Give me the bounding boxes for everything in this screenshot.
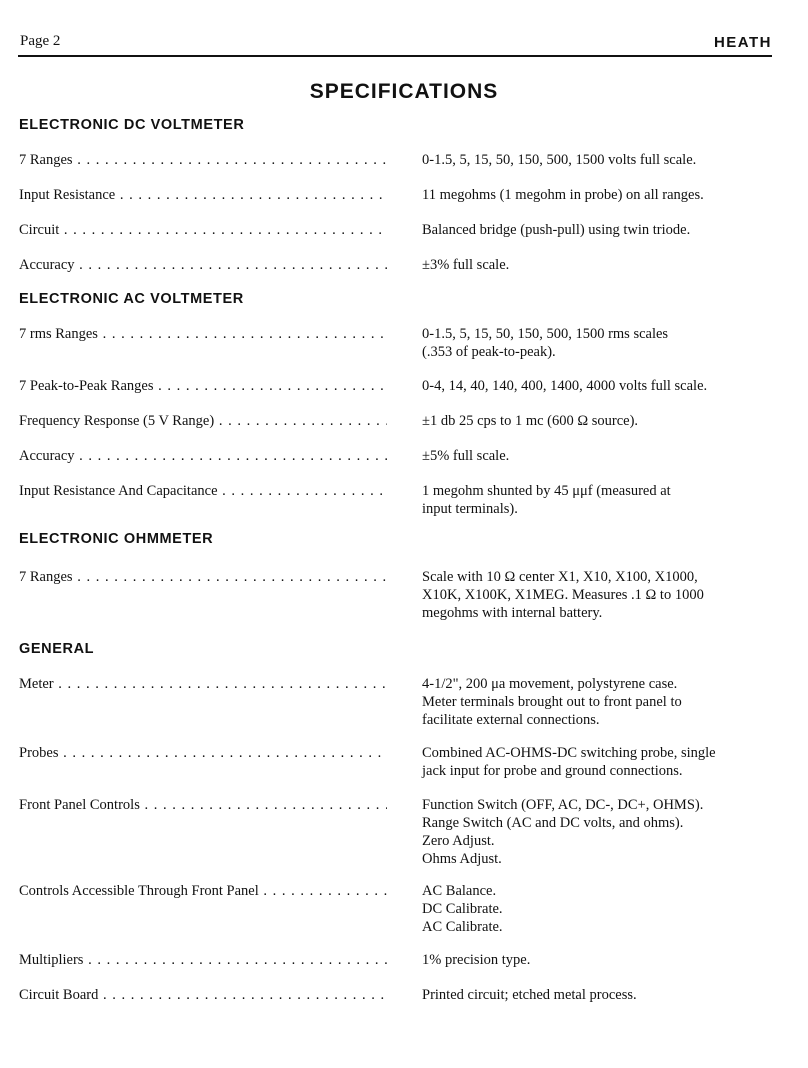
spec-label-ac-input-resistance: Input Resistance And Capacitance . . . (19, 482, 387, 500)
spec-label-probes: Probes . . . (19, 744, 387, 762)
spec-label-ac-accuracy: Accuracy . . . (19, 447, 387, 465)
page-title: SPECIFICATIONS (309, 80, 499, 103)
spec-value-ac-input-resistance (422, 482, 788, 518)
spec-value-controls-accessible (422, 882, 788, 936)
spec-label-dc-circuit: Circuit . . . (19, 221, 387, 239)
spec-value-line: 4-1/2", 200 μa movement, polystyrene case. (422, 676, 678, 692)
spec-value-line: Scale with 10 Ω center X1, X10, X100, X1000, (422, 569, 698, 585)
spec-value-line: Balanced bridge (push-pull) using twin triode. (422, 222, 691, 238)
spec-value-ac-frequency-response (422, 412, 788, 430)
spec-value-line: Meter terminals brought out to front panel to (422, 694, 682, 710)
spec-value-line: 11 megohms (1 megohm in probe) on all ranges. (422, 187, 704, 203)
brand-name: HEATH (713, 34, 772, 51)
spec-value-line: Ohms Adjust. (422, 851, 502, 867)
spec-value-line: jack input for probe and ground connections. (422, 763, 683, 779)
spec-value-line: (.353 of peak-to-peak). (422, 344, 556, 360)
spec-value-line: 0-1.5, 5, 15, 50, 150, 500, 1500 volts full scale. (422, 152, 697, 168)
spec-value-meter (422, 675, 788, 729)
spec-label-dc-accuracy: Accuracy . . . (19, 256, 387, 274)
spec-value-line: Zero Adjust. (422, 833, 495, 849)
spec-value-line: 1 megohm shunted by 45 μμf (measured at (422, 483, 671, 499)
spec-value-line: input terminals). (422, 501, 518, 517)
spec-value-probes (422, 744, 788, 780)
spec-label-dc-input-resistance: Input Resistance . . . (19, 186, 387, 204)
spec-value-line: ±1 db 25 cps to 1 mc (600 Ω source). (422, 413, 639, 429)
spec-value-dc-circuit (422, 221, 788, 239)
spec-value-line: X10K, X100K, X1MEG. Measures .1 Ω to 1000 (422, 587, 704, 603)
spec-label-ohm-ranges: 7 Ranges . . . (19, 568, 387, 586)
spec-label-ac-frequency-response: Frequency Response (5 V Range) . . . (19, 412, 387, 430)
spec-value-dc-ranges (422, 151, 788, 169)
section-heading-general: GENERAL (19, 641, 95, 657)
spec-value-line: Function Switch (OFF, AC, DC-, DC+, OHMS). (422, 797, 704, 813)
spec-value-line: 0-4, 14, 40, 140, 400, 1400, 4000 volts full scale. (422, 378, 708, 394)
spec-value-line: Range Switch (AC and DC volts, and ohms). (422, 815, 684, 831)
spec-value-line: DC Calibrate. (422, 901, 503, 917)
spec-label-front-panel-controls: Front Panel Controls . . . (19, 796, 387, 814)
page-header (18, 30, 772, 56)
spec-value-ac-peak-ranges (422, 377, 788, 395)
spec-label-controls-accessible: Controls Accessible Through Front Panel . . . (19, 882, 387, 900)
spec-label-dc-ranges: 7 Ranges . . . (19, 151, 387, 169)
spec-value-dc-accuracy (422, 256, 788, 274)
page-number: Page 2 (20, 33, 61, 49)
spec-value-line: ±3% full scale. (422, 257, 510, 273)
spec-value-multipliers (422, 951, 788, 969)
spec-value-dc-input-resistance (422, 186, 788, 204)
spec-value-line: Combined AC-OHMS-DC switching probe, single (422, 745, 716, 761)
header-rule (18, 55, 772, 57)
spec-value-ohm-ranges (422, 568, 788, 622)
spec-value-line: megohms with internal battery. (422, 605, 603, 621)
spec-value-line: ±5% full scale. (422, 448, 510, 464)
spec-value-line: AC Balance. (422, 883, 497, 899)
spec-value-line: Printed circuit; etched metal process. (422, 987, 637, 1003)
spec-label-ac-peak-ranges: 7 Peak-to-Peak Ranges . . . (19, 377, 387, 395)
section-heading-ac-voltmeter: ELECTRONIC AC VOLTMETER (19, 291, 244, 307)
spec-label-meter: Meter . . . (19, 675, 387, 693)
spec-label-multipliers: Multipliers . . . (19, 951, 387, 969)
section-heading-dc-voltmeter: ELECTRONIC DC VOLTMETER (19, 117, 245, 133)
spec-value-circuit-board (422, 986, 788, 1004)
spec-label-ac-rms-ranges: 7 rms Ranges . . . (19, 325, 387, 343)
spec-value-ac-accuracy (422, 447, 788, 465)
spec-value-ac-rms-ranges (422, 325, 788, 361)
spec-value-line: facilitate external connections. (422, 712, 600, 728)
spec-value-line: 1% precision type. (422, 952, 531, 968)
spec-value-line: 0-1.5, 5, 15, 50, 150, 500, 1500 rms scales (422, 326, 669, 342)
section-heading-ohmmeter: ELECTRONIC OHMMETER (19, 531, 214, 547)
spec-value-line: AC Calibrate. (422, 919, 503, 935)
spec-value-front-panel-controls (422, 796, 788, 868)
spec-label-circuit-board: Circuit Board . . . (19, 986, 387, 1004)
